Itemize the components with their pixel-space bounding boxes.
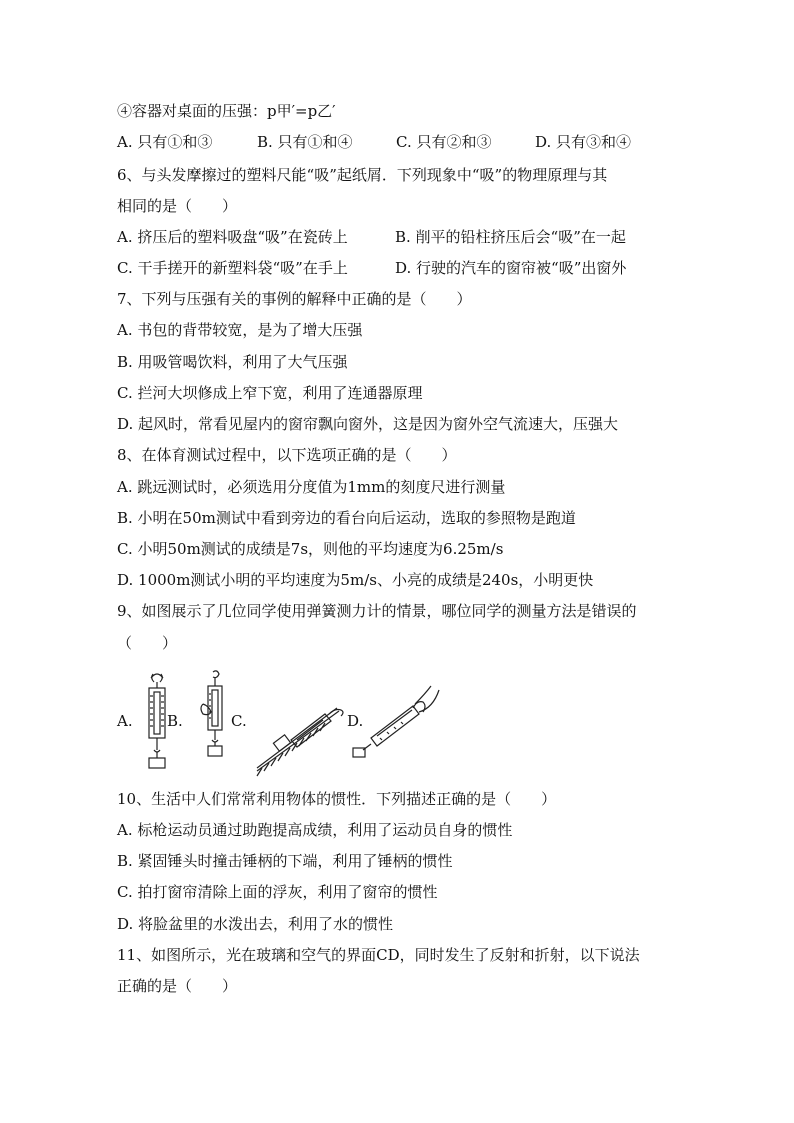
q5-option-b: B. 只有①和④	[257, 133, 353, 151]
q8-option-d: D. 1000m测试小明的平均速度为5m/s、小亮的成绩是240s，小明更快	[117, 571, 594, 589]
q5-options	[117, 132, 687, 152]
q9-figure	[117, 668, 457, 778]
q6-option-a: A. 挤压后的塑料吸盘“吸”在瓷砖上	[117, 228, 348, 246]
q10-option-d: D. 将脸盆里的水泼出去，利用了水的惯性	[117, 915, 394, 933]
q8-option-a: A. 跳远测试时，必须选用分度值为1mm的刻度尺进行测量	[117, 478, 506, 496]
q5-option-c: C. 只有②和③	[396, 133, 492, 151]
q11-stem-line2: 正确的是（ ）	[117, 977, 238, 995]
q9-label-c: C.	[231, 712, 247, 730]
q10-option-b: B. 紧固锤头时撞击锤柄的下端，利用了锤柄的惯性	[117, 852, 453, 870]
q8-option-c: C. 小明50m测试的成绩是7s，则他的平均速度为6.25m/s	[117, 540, 504, 558]
q8-stem: 8、在体育测试过程中，以下选项正确的是（ ）	[117, 446, 457, 464]
q6-option-b: B. 削平的铅柱挤压后会“吸”在一起	[395, 228, 626, 246]
q10-stem: 10、生活中人们常常利用物体的惯性．下列描述正确的是（ ）	[117, 790, 557, 808]
q5-option-d: D. 只有③和④	[535, 133, 632, 151]
q7-option-a: A. 书包的背带较宽，是为了增大压强	[117, 321, 363, 339]
q9-label-b: B.	[167, 712, 183, 730]
q5-option-a: A. 只有①和③	[117, 133, 213, 151]
q6-option-c: C. 干手搓开的新塑料袋“吸”在手上	[117, 259, 348, 277]
spring-scale-drawings	[117, 668, 457, 778]
q9-label-d: D.	[347, 712, 364, 730]
spring-scale-a-drawing	[149, 674, 165, 768]
q7-option-d: D. 起风时，常看见屋内的窗帘飘向窗外，这是因为窗外空气流速大，压强大	[117, 415, 619, 433]
q7-option-c: C. 拦河大坝修成上窄下宽，利用了连通器原理	[117, 384, 423, 402]
q6-option-d: D. 行驶的汽车的窗帘被“吸”出窗外	[395, 259, 627, 277]
q9-stem-line1: 9、如图展示了几位同学使用弹簧测力计的情景，哪位同学的测量方法是错误的	[117, 602, 637, 620]
q6-options-row2	[117, 258, 687, 278]
q7-stem: 7、下列与压强有关的事例的解释中正确的是（ ）	[117, 290, 472, 308]
q6-stem-line1: 6、与头发摩擦过的塑料尺能“吸”起纸屑．下列现象中“吸”的物理原理与其	[117, 166, 608, 184]
q5-item4: ④容器对桌面的压强：p甲′=p乙′	[117, 102, 336, 120]
q8-option-b: B. 小明在50m测试中看到旁边的看台向后运动，选取的参照物是跑道	[117, 509, 576, 527]
q9-stem-line2: （ ）	[117, 634, 178, 652]
spring-scale-d-drawing	[353, 686, 439, 757]
spring-scale-b-drawing	[201, 671, 222, 756]
q6-stem-line2: 相同的是（ ）	[117, 197, 238, 215]
q7-option-b: B. 用吸管喝饮料，利用了大气压强	[117, 353, 348, 371]
spring-scale-c-drawing	[257, 708, 343, 776]
q10-option-c: C. 拍打窗帘清除上面的浮灰，利用了窗帘的惯性	[117, 883, 438, 901]
q11-stem-line1: 11、如图所示，光在玻璃和空气的界面CD，同时发生了反射和折射，以下说法	[117, 946, 640, 964]
q10-option-a: A. 标枪运动员通过助跑提高成绩，利用了运动员自身的惯性	[117, 821, 513, 839]
q9-label-a: A.	[117, 712, 133, 730]
q6-options-row1	[117, 227, 687, 247]
